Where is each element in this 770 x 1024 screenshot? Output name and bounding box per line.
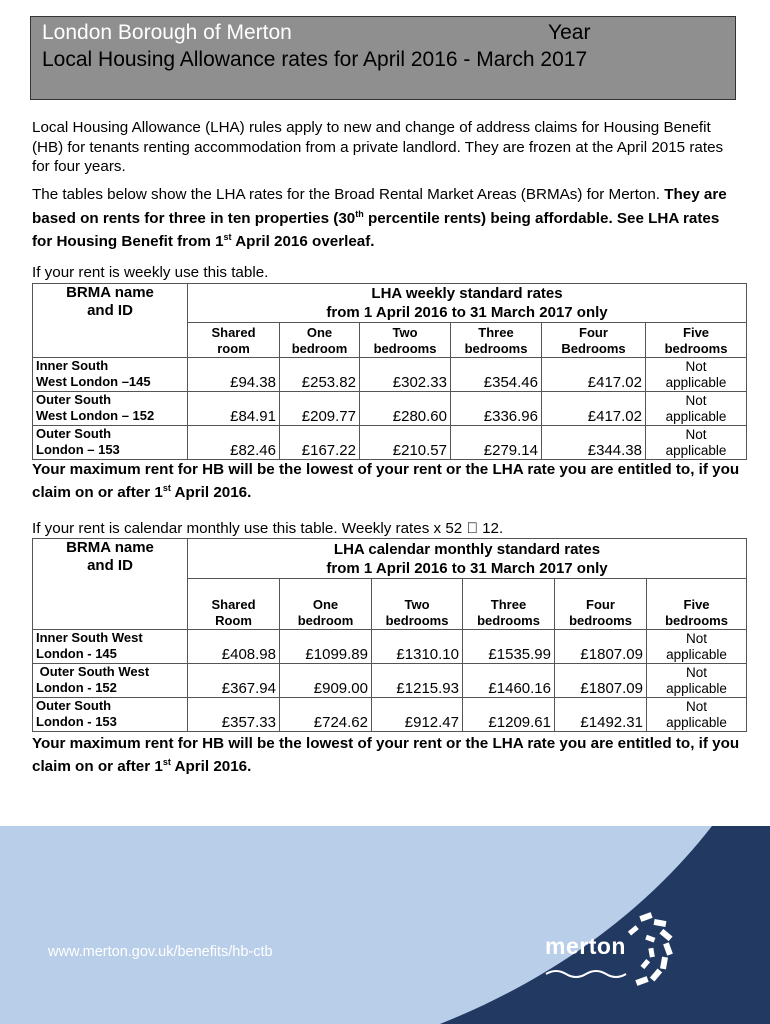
merton-logo-text: merton [545,933,626,959]
not-applicable-cell: Not applicable [647,664,747,698]
rate-cell: £253.82 [280,358,360,392]
weekly-table-intro: If your rent is weekly use this table. [32,264,269,281]
table-row [33,630,747,664]
rate-cell: £1215.93 [372,664,463,698]
rate-cell: £84.91 [188,392,280,426]
area-name: Outer South West London – 152 [33,392,188,426]
table-row [33,664,747,698]
area-name: Inner South West London - 145 [33,630,188,664]
monthly-max-rent-note: Your maximum rent for HB will be the lowest of your rent or the LHA rate you are entitled to, if you claim on or after 1st April 2016. [32,735,740,776]
rate-cell: £367.94 [188,664,280,698]
not-applicable-cell: Not applicable [646,358,747,392]
area-name: Outer South London - 153 [33,698,188,732]
table-row [33,392,747,426]
table-row [33,426,747,460]
not-applicable-cell: Not applicable [646,426,747,460]
weekly-max-rent-note: Your maximum rent for HB will be the lowest of your rent or the LHA rate you are entitled to, if you claim on or after 1st April 2016. [32,461,740,502]
table-row [33,358,747,392]
monthly-table-title: LHA calendar monthly standard rates from 1 April 2016 to 31 March 2017 only [188,539,747,579]
brma-header: BRMA name and ID [33,539,188,630]
column-header: Four Bedrooms [542,323,646,358]
footer-curve [440,826,770,1024]
rate-cell: £94.38 [188,358,280,392]
column-header: Four bedrooms [555,579,647,630]
column-header: Five bedrooms [647,579,747,630]
borough-name: London Borough of Merton [42,21,292,44]
rate-cell: £417.02 [542,392,646,426]
rate-cell: £912.47 [372,698,463,732]
rate-cell: £167.22 [280,426,360,460]
weekly-table-title: LHA weekly standard rates from 1 April 2016 to 31 March 2017 only [188,284,747,323]
area-name: Outer South London – 153 [33,426,188,460]
intro-paragraph: Local Housing Allowance (LHA) rules apply to new and change of address claims for Housing Benefit (HB) for tenants renting accommodation from a private landlord. They are frozen at the April 2015 rates for four years. [32,119,724,175]
rate-cell: £417.02 [542,358,646,392]
rate-cell: £344.38 [542,426,646,460]
not-applicable-cell: Not applicable [647,630,747,664]
weekly-rates-table [32,283,747,460]
monthly-table-intro: If your rent is calendar monthly use this table. Weekly rates x 52 12. [32,520,488,537]
column-header: Shared Room [188,579,280,630]
column-header: One bedroom [280,579,372,630]
website-url: www.merton.gov.uk/benefits/hb-ctb [48,944,273,960]
brma-paragraph: The tables below show the LHA rates for the Broad Rental Market Areas (BRMAs) for Merton. They are based on rents for three in ten properties (30th percentile rents) being affordable. See LHA rates for Housing Benefit from 1st April 2016 overleaf. [32,186,727,251]
column-header: Shared room [188,323,280,358]
rate-cell: £302.33 [360,358,451,392]
rate-cell: £909.00 [280,664,372,698]
rate-cell: £336.96 [451,392,542,426]
monthly-rates-table [32,538,747,732]
column-header: Five bedrooms [646,323,747,358]
footer-graphic [0,826,770,1024]
rate-cell: £209.77 [280,392,360,426]
table-row [33,698,747,732]
area-name: Outer South West London - 152 [33,664,188,698]
not-applicable-cell: Not applicable [647,698,747,732]
column-header: One bedroom [280,323,360,358]
rate-cell: £279.14 [451,426,542,460]
rate-cell: £82.46 [188,426,280,460]
year-label: Year [548,21,591,44]
rate-cell: £354.46 [451,358,542,392]
rate-cell: £1807.09 [555,664,647,698]
column-header: Three bedrooms [451,323,542,358]
area-name: Inner South West London –145 [33,358,188,392]
page-title: Local Housing Allowance rates for April 2016 - March 2017 [42,48,588,71]
column-header: Three bedrooms [463,579,555,630]
rate-cell: £1310.10 [372,630,463,664]
column-header: Two bedrooms [360,323,451,358]
footer-band [0,826,770,1024]
rate-cell: £1209.61 [463,698,555,732]
rate-cell: £1535.99 [463,630,555,664]
header-box [30,16,736,100]
rate-cell: £1099.89 [280,630,372,664]
rate-cell: £724.62 [280,698,372,732]
rate-cell: £357.33 [188,698,280,732]
not-applicable-cell: Not applicable [646,392,747,426]
rate-cell: £1460.16 [463,664,555,698]
rate-cell: £1492.31 [555,698,647,732]
rate-cell: £210.57 [360,426,451,460]
column-header: Two bedrooms [372,579,463,630]
rate-cell: £280.60 [360,392,451,426]
brma-header: BRMA name and ID [33,284,188,358]
rate-cell: £1807.09 [555,630,647,664]
rate-cell: £408.98 [188,630,280,664]
